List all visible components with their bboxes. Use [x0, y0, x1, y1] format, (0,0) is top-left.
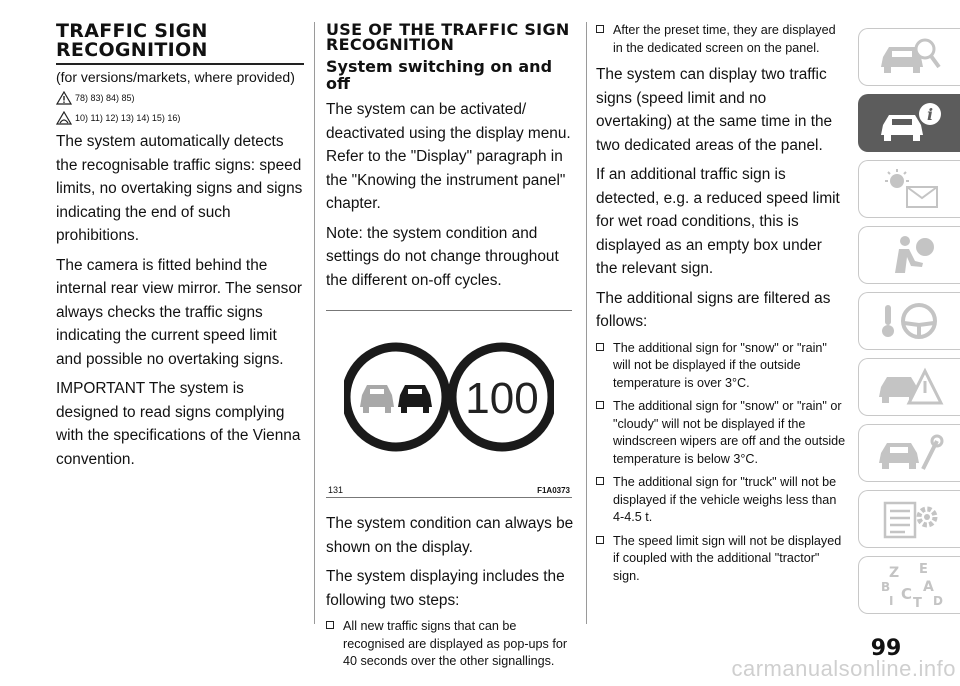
warning-reference-row [56, 90, 304, 106]
car-search-icon [875, 35, 945, 79]
airbag-person-icon [875, 233, 945, 277]
list-item: The additional sign for "truck" will not be displayed if the vehicle weighs less than 4-4.5 t. [596, 474, 846, 527]
warning-reference-numbers: 78) 83) 84) 85) [75, 93, 135, 103]
subheading-switching: System switching on and off [326, 57, 553, 93]
chapter-tabs [858, 28, 960, 622]
tab-knowing-instrument-panel[interactable] [858, 94, 960, 152]
warning-triangle-icon [56, 91, 72, 105]
svg-text:E: E [918, 562, 928, 577]
svg-text:Z: Z [888, 565, 899, 581]
speed-limit-value: 100 [465, 374, 539, 423]
section-heading-traffic-sign-recognition: TRAFFIC SIGN RECOGNITION [56, 22, 304, 65]
tab-starting-driving[interactable] [858, 292, 960, 350]
tab-index[interactable] [858, 556, 960, 614]
svg-text:T: T [912, 596, 922, 609]
availability-note: (for versions/markets, where provided) [56, 69, 295, 85]
column-divider-1 [314, 22, 315, 624]
section-heading-use-of-system: USE OF THE TRAFFIC SIGN RECOGNITION [326, 20, 570, 54]
steps-list-continued [596, 22, 846, 57]
steps-list [326, 618, 576, 671]
bullet-box-icon [596, 401, 604, 409]
paragraph-camera-position: The camera is fitted behind the internal rear view mirror. The sensor always checks the traffic signs indicating the current speed limit and possible no overtaking signs. [56, 256, 303, 368]
paragraph-two-signs: The system can display two traffic signs (speed limit and no overtaking) at the same time in the two dedicated areas of the panel. [596, 66, 833, 154]
list-item: The speed limit sign will not be displayed if coupled with the additional "tractor" sign. [596, 533, 846, 586]
warning-lights-message-icon [875, 167, 945, 211]
tab-servicing-care[interactable] [858, 424, 960, 482]
car-info-icon [875, 101, 945, 145]
car-service-wrench-icon [875, 431, 945, 475]
figure-traffic-signs [326, 310, 572, 498]
caution-reference-numbers: 10) 11) 12) 13) 14) 15) 16) [75, 113, 181, 123]
list-item: The additional sign for "snow" or "rain" will not be displayed if the outside temperature is over 3°C. [596, 340, 846, 393]
bullet-box-icon [596, 25, 604, 33]
filter-list [596, 340, 846, 586]
list-item: The additional sign for "snow" or "rain" or "cloudy" will not be displayed if the windscreen wipers are off and the outside temperature is below 3°C. [596, 398, 846, 468]
specifications-gear-icon [875, 497, 945, 541]
svg-text:A: A [922, 579, 934, 595]
paragraph-system-detects: The system automatically detects the recognisable traffic signs: speed limits, no overtaking signs and signs indicating the end of such prohibitions. [56, 133, 303, 244]
tab-warning-lights[interactable] [858, 160, 960, 218]
tab-safety[interactable] [858, 226, 960, 284]
paragraph-system-condition: The system condition can always be shown on the display. [326, 515, 574, 556]
column-1 [56, 22, 304, 477]
bullet-box-icon [596, 477, 604, 485]
figure-number: 131 [328, 485, 344, 495]
tab-in-an-emergency[interactable] [858, 358, 960, 416]
paragraph-additional-sign: If an additional traffic sign is detected, e.g. a reduced speed limit for wet road conditions, this is displayed as an empty box under the relevant sign. [596, 166, 840, 277]
paragraph-activation: The system can be activated/ deactivated using the display menu. Refer to the "Display" paragraph in the "Knowing the instrument panel" chapter. [326, 101, 571, 212]
column-divider-2 [586, 22, 587, 624]
page-number: 99 [870, 636, 902, 661]
column-2 [326, 22, 576, 677]
steering-wheel-key-icon [875, 299, 945, 343]
watermark: carmanualsonline.info [731, 656, 956, 681]
paragraph-note-settings: Note: the system condition and settings do not change throughout the different on-off cycles. [326, 224, 559, 289]
index-letters-icon [875, 561, 945, 609]
traffic-signs-illustration [344, 335, 554, 465]
svg-text:I: I [888, 594, 893, 608]
svg-text:B: B [880, 580, 890, 594]
svg-text:D: D [932, 594, 943, 608]
list-item: All new traffic signs that can be recognised are displayed as pop-ups for 40 seconds over the other signallings. [326, 618, 576, 671]
bullet-box-icon [326, 621, 334, 629]
svg-text:i: i [926, 105, 933, 124]
bullet-box-icon [596, 536, 604, 544]
paragraph-important-vienna: IMPORTANT The system is designed to read signs complying with the specifications of the Vienna convention. [56, 380, 301, 468]
paragraph-filter-intro: The additional signs are filtered as follows: [596, 289, 831, 330]
svg-text:C: C [900, 585, 912, 603]
paragraph-two-steps: The system displaying includes the following two steps: [326, 568, 565, 609]
caution-triangle-icon [56, 111, 72, 125]
car-warning-triangle-icon [875, 365, 945, 409]
bullet-box-icon [596, 343, 604, 351]
speed-limit-sign-icon [452, 347, 552, 447]
no-overtaking-sign-icon [346, 347, 446, 447]
tab-knowing-your-car[interactable] [858, 28, 960, 86]
tab-technical-specifications[interactable] [858, 490, 960, 548]
column-3 [596, 22, 846, 591]
figure-code: F1A0373 [537, 486, 570, 495]
caution-reference-row [56, 110, 304, 126]
list-item: After the preset time, they are displayed in the dedicated screen on the panel. [596, 22, 846, 57]
